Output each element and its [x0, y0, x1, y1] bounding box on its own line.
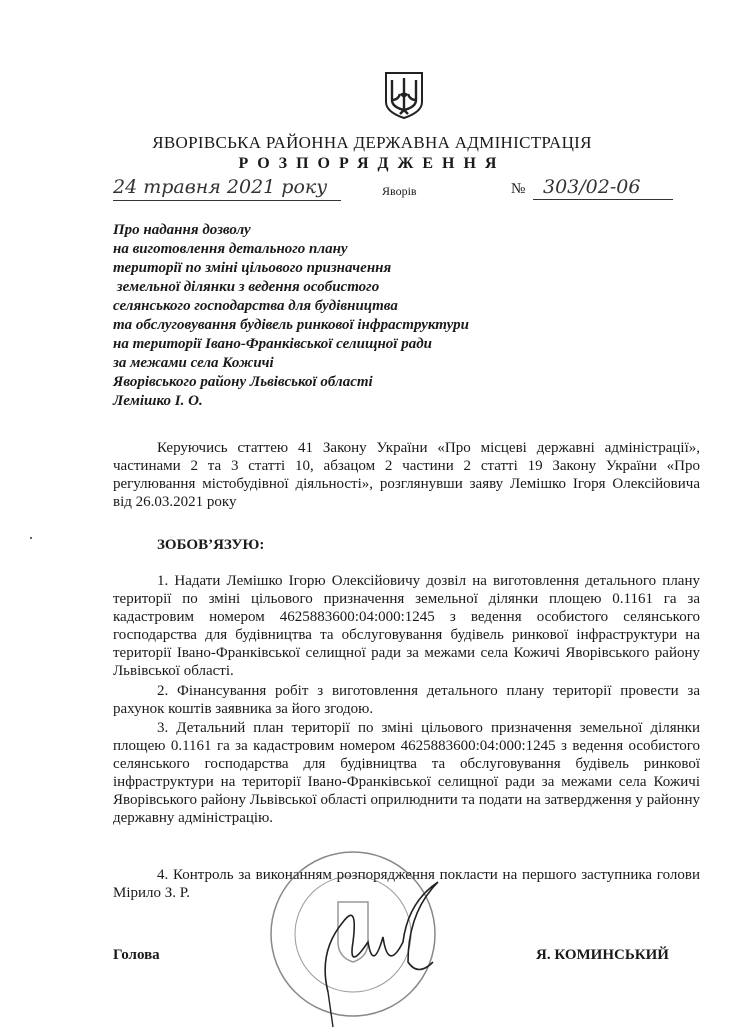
- subject-line: та обслуговування будівель ринкової інфраструктури: [113, 317, 469, 333]
- signatory-role: Голова: [113, 947, 160, 963]
- order-item-text: 4. Контроль за виконанням розпорядження покласти на першого заступника голови Мірило З. Р.: [113, 867, 700, 901]
- subject-line: на виготовлення детального плану: [113, 241, 348, 257]
- subject-line: території по зміні цільового призначення: [113, 260, 392, 276]
- official-stamp-with-signature: [258, 842, 448, 1032]
- place: Яворів: [382, 184, 417, 198]
- order-item: [113, 719, 700, 827]
- subject-line: на території Івано-Франківської селищної ради: [113, 336, 432, 352]
- signatory-name: Я. КОМИНСЬКИЙ: [536, 947, 669, 963]
- preamble-text: Керуючись статтею 41 Закону України «Про місцеві державні адміністрації», частинами 2 та 3 статті 10, абзацом 2 частини 2 статті 19 Закону України «Про регулювання містобудівної діяльності», розглянувши заяву Лемішко Ігоря Олексійовича від 26.03.2021 року: [113, 440, 700, 510]
- order-item: [113, 572, 700, 680]
- subject-line: за межами села Кожичі: [113, 355, 274, 371]
- document-type: РОЗПОРЯДЖЕННЯ: [238, 155, 506, 172]
- number-label: №: [511, 181, 526, 197]
- subject-block: [113, 221, 469, 411]
- order-item-text: 2. Фінансування робіт з виготовлення детального плану території провести за рахунок коштів заявника за його згодою.: [113, 683, 700, 717]
- scan-speck: [30, 537, 32, 539]
- trident-coat-of-arms-icon: [383, 70, 425, 120]
- subject-line: Лемішко І. О.: [113, 393, 203, 409]
- subject-line: Яворівського району Львівської області: [113, 374, 373, 390]
- order-item-text: 1. Надати Лемішко Ігорю Олексійовичу дозвіл на виготовлення детального плану території по зміні цільового призначення земельної ділянки площею 0.1161 га за кадастровим номером 4625883600:04:000:1245 з ведення особистого селянського господарства для будівництва та обслуговування будівель ринкової інфраструктури на території Івано-Франківської селищної ради за межами села Кожичі Яворівського району Львівської області.: [113, 573, 700, 679]
- order-heading: ЗОБОВ’ЯЗУЮ:: [157, 537, 265, 553]
- handwritten-date: 24 травня 2021 року: [113, 176, 341, 201]
- handwritten-number: 303/02-06: [533, 176, 673, 200]
- subject-line: селянського господарства для будівництва: [113, 298, 398, 314]
- order-item-text: 3. Детальний план території по зміні цільового призначення земельної ділянки площею 0.1161 га за кадастровим номером 4625883600:04:000:1245 з ведення особистого селянського господарства для будівництва та обслуговування будівель ринкової інфраструктури на території Івано-Франківської селищної ради за межами села Кожичі Яворівського району Львівської області оприлюднити та подати на затвердження у районну державну адміністрацію.: [113, 720, 700, 826]
- order-item: [113, 682, 700, 718]
- subject-line: земельної ділянки з ведення особистого: [113, 279, 380, 295]
- subject-line: Про надання дозволу: [113, 222, 251, 238]
- organization-name: ЯВОРІВСЬКА РАЙОННА ДЕРЖАВНА АДМІНІСТРАЦІЯ: [152, 133, 592, 152]
- preamble-paragraph: [113, 439, 700, 511]
